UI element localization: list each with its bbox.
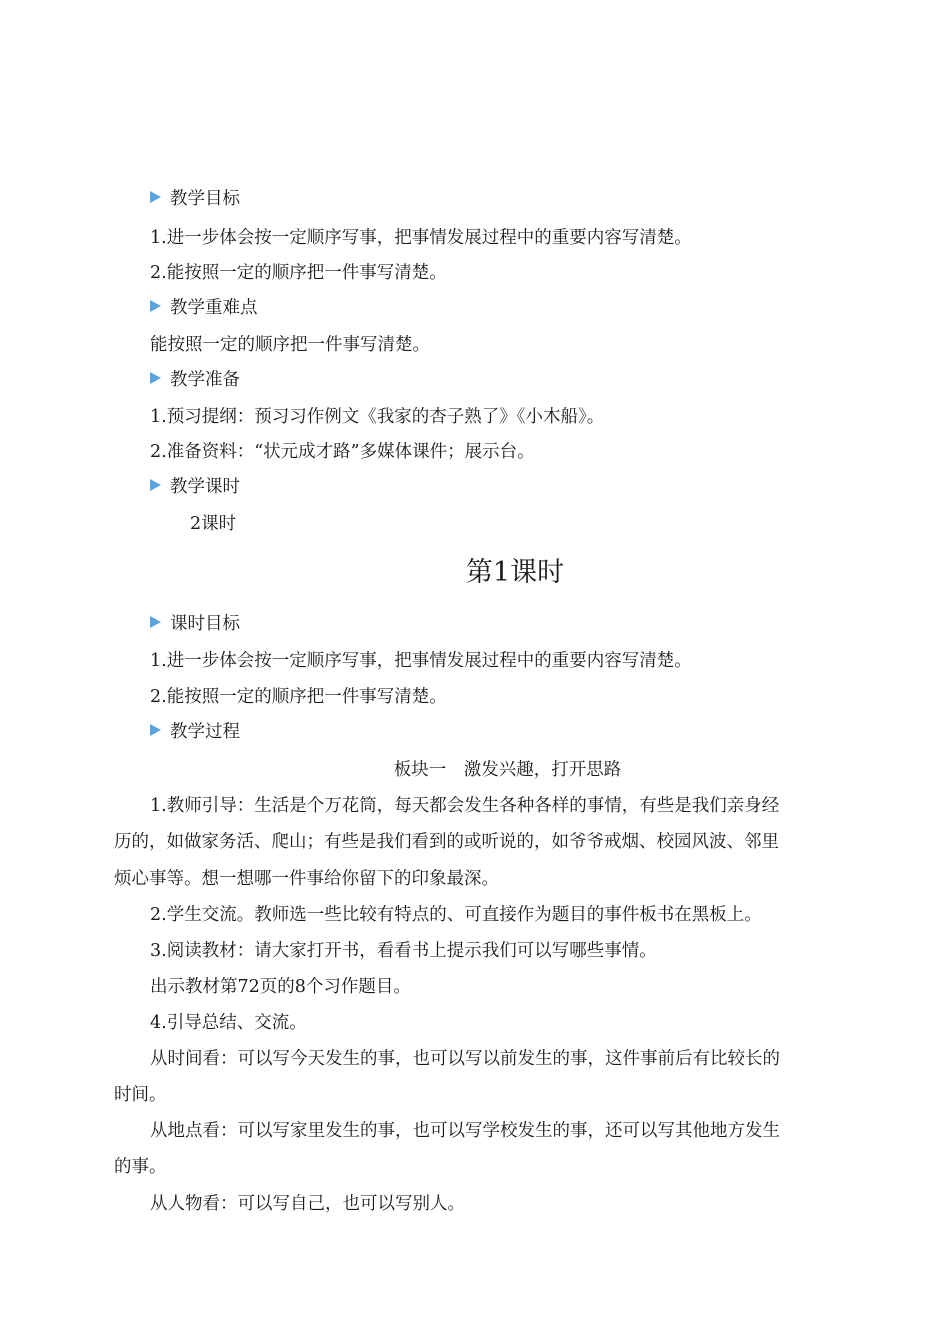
triangle-bullet-icon (150, 479, 161, 491)
paragraph-line: 的事。 (114, 1157, 167, 1177)
lesson-goal-item: 2.能按照一定的顺序把一件事写清楚。 (150, 687, 447, 707)
triangle-bullet-icon (150, 191, 161, 203)
paragraph-line: 从地点看：可以写家里发生的事，也可以写学校发生的事，还可以写其他地方发生 (150, 1121, 780, 1141)
section-heading-lesson-goals: 课时目标 (150, 612, 240, 636)
section-heading-key-points: 教学重难点 (150, 296, 258, 320)
triangle-bullet-icon (150, 372, 161, 384)
triangle-bullet-icon (150, 724, 161, 736)
periods-text: 2课时 (190, 514, 237, 534)
paragraph: 4.引导总结、交流。 (150, 1013, 307, 1033)
preparation-item: 2.准备资料：“状元成才路”多媒体课件；展示台。 (150, 442, 535, 462)
goal-item: 2.能按照一定的顺序把一件事写清楚。 (150, 263, 447, 283)
goal-item: 1.进一步体会按一定顺序写事，把事情发展过程中的重要内容写清楚。 (150, 228, 692, 248)
paragraph: 3.阅读教材：请大家打开书，看看书上提示我们可以写哪些事情。 (150, 941, 657, 961)
paragraph-line: 历的，如做家务活、爬山；有些是我们看到的或听说的，如爷爷戒烟、校园风波、邻里 (114, 832, 779, 852)
section-heading-preparation: 教学准备 (150, 368, 240, 392)
paragraph: 从人物看：可以写自己，也可以写别人。 (150, 1194, 465, 1214)
section-heading-goals: 教学目标 (150, 187, 240, 211)
paragraph: 2.学生交流。教师选一些比较有特点的、可直接作为题目的事件板书在黑板上。 (150, 905, 762, 925)
paragraph: 出示教材第72页的8个习作题目。 (150, 977, 411, 997)
lesson-title: 第1课时 (465, 557, 565, 588)
paragraph-line: 时间。 (114, 1085, 167, 1105)
paragraph-line: 从时间看：可以写今天发生的事，也可以写以前发生的事，这件事前后有比较长的 (150, 1049, 780, 1069)
block-title: 板块一 激发兴趣，打开思路 (393, 760, 622, 780)
lesson-goal-item: 1.进一步体会按一定顺序写事，把事情发展过程中的重要内容写清楚。 (150, 651, 692, 671)
section-heading-process: 教学过程 (150, 720, 240, 744)
paragraph-line: 1.教师引导：生活是个万花筒，每天都会发生各种各样的事情，有些是我们亲身经 (150, 796, 780, 816)
preparation-item: 1.预习提纲：预习习作例文《我家的杏子熟了》《小木船》。 (150, 407, 605, 427)
paragraph-line: 烦心事等。想一想哪一件事给你留下的印象最深。 (114, 869, 499, 889)
key-points-text: 能按照一定的顺序把一件事写清楚。 (150, 335, 430, 355)
triangle-bullet-icon (150, 300, 161, 312)
section-heading-periods: 教学课时 (150, 475, 240, 499)
triangle-bullet-icon (150, 616, 161, 628)
